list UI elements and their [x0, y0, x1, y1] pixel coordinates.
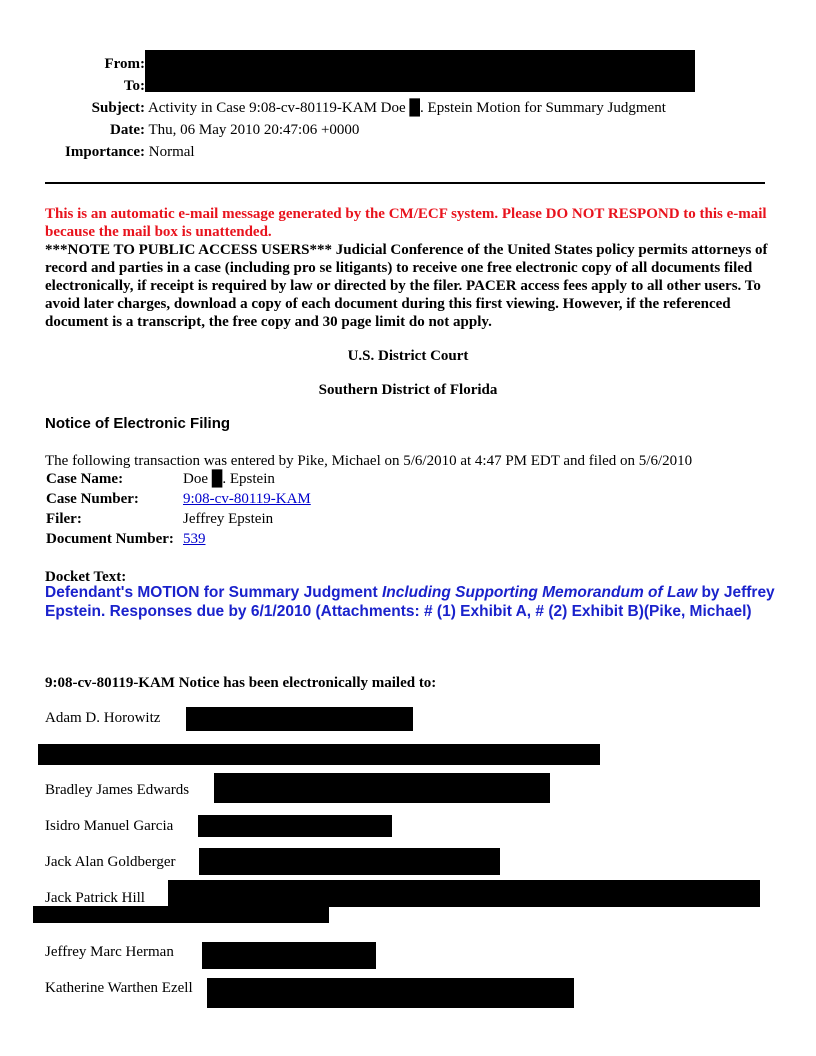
case-name-row [45, 469, 313, 489]
recipient-name: Adam D. Horowitz [45, 710, 161, 726]
docket-text [45, 584, 775, 621]
recipient-email-redaction [198, 815, 392, 837]
public-access-note: ***NOTE TO PUBLIC ACCESS USERS*** Judicial Conference of the United States policy permits attorneys of record and parties in a case (including pro se litigants) to receive one free electronic copy of all documents filed electronically, if receipt is required by law or directed by the filer. PACER access fees apply to all other users. To avoid later charges, download a copy of each document during this first viewing. However, if the referenced document is a transcript, the free copy and 30 page limit do not apply. [45, 242, 768, 330]
case-number-row [45, 489, 313, 509]
to-label: To: [123, 78, 145, 94]
subject-label: Subject: [91, 100, 145, 116]
recipient-name: Isidro Manuel Garcia [45, 818, 174, 834]
case-name-value: Doe █. Epstein [183, 471, 275, 487]
recipient-email-redaction [168, 880, 760, 907]
system-notice [45, 205, 773, 331]
docket-text-part2: by Jeffrey Epstein. Responses due by 6/1/2010 (Attachments: # (1) Exhibit A, # (2) Exhibit B)(Pike, Michael) [45, 584, 775, 620]
document-number-row [45, 529, 313, 549]
header-divider [45, 182, 765, 184]
from-to-redaction [145, 50, 695, 92]
to-row [60, 77, 145, 95]
mailed-heading: 9:08-cv-80119-KAM Notice has been electronically mailed to: [45, 675, 437, 691]
date-label: Date: [110, 122, 145, 138]
filing-heading: Notice of Electronic Filing [45, 415, 231, 432]
recipient-name: Bradley James Edwards [45, 782, 190, 798]
importance-row [0, 143, 195, 161]
docket-label: Docket Text: [45, 569, 127, 585]
document-number-label: Document Number: [46, 531, 174, 547]
recipient-email-redaction [199, 848, 500, 875]
case-number-link[interactable]: 9:08-cv-80119-KAM [183, 491, 311, 507]
case-number-label: Case Number: [46, 491, 139, 507]
filer-value: Jeffrey Epstein [183, 511, 274, 527]
date-row [60, 121, 359, 139]
recipient-name: Katherine Warthen Ezell [45, 980, 193, 996]
subject-value: Activity in Case 9:08-cv-80119-KAM Doe █. Epstein Motion for Summary Judgment [147, 100, 666, 116]
date-value: Thu, 06 May 2010 20:47:06 +0000 [148, 122, 360, 138]
recipient-email-redaction [38, 744, 600, 765]
recipient-name: Jack Alan Goldberger [45, 854, 176, 870]
docket-text-italic: Including Supporting Memorandum of Law [381, 584, 698, 601]
importance-label: Importance: [65, 144, 145, 160]
from-label: From: [104, 56, 145, 72]
recipient-email-redaction [202, 942, 376, 969]
subject-row [60, 99, 666, 117]
case-name-label: Case Name: [46, 471, 124, 487]
filer-label: Filer: [46, 511, 82, 527]
importance-value: Normal [148, 144, 195, 160]
recipient-name: Jack Patrick Hill [45, 890, 145, 906]
filing-details [45, 469, 313, 549]
transaction-text: The following transaction was entered by Pike, Michael on 5/6/2010 at 4:47 PM EDT and filed on 5/6/2010 [45, 453, 693, 469]
court-district: Southern District of Florida [318, 382, 498, 398]
docket-text-part1: Defendant's MOTION for Summary Judgment [45, 584, 382, 601]
recipient-email-redaction [186, 707, 413, 731]
recipient-email-redaction [214, 773, 550, 803]
filer-row [45, 509, 313, 529]
court-name: U.S. District Court [347, 348, 469, 364]
from-row [60, 55, 145, 73]
document-number-link[interactable]: 539 [183, 531, 206, 547]
recipient-name: Jeffrey Marc Herman [45, 944, 174, 960]
recipient-email-redaction [207, 978, 574, 1008]
recipient-email-redaction [33, 906, 329, 923]
auto-message-warning: This is an automatic e-mail message generated by the CM/ECF system. Please DO NOT RESPOND to this e-mail because the mail box is unattended. [45, 206, 767, 240]
